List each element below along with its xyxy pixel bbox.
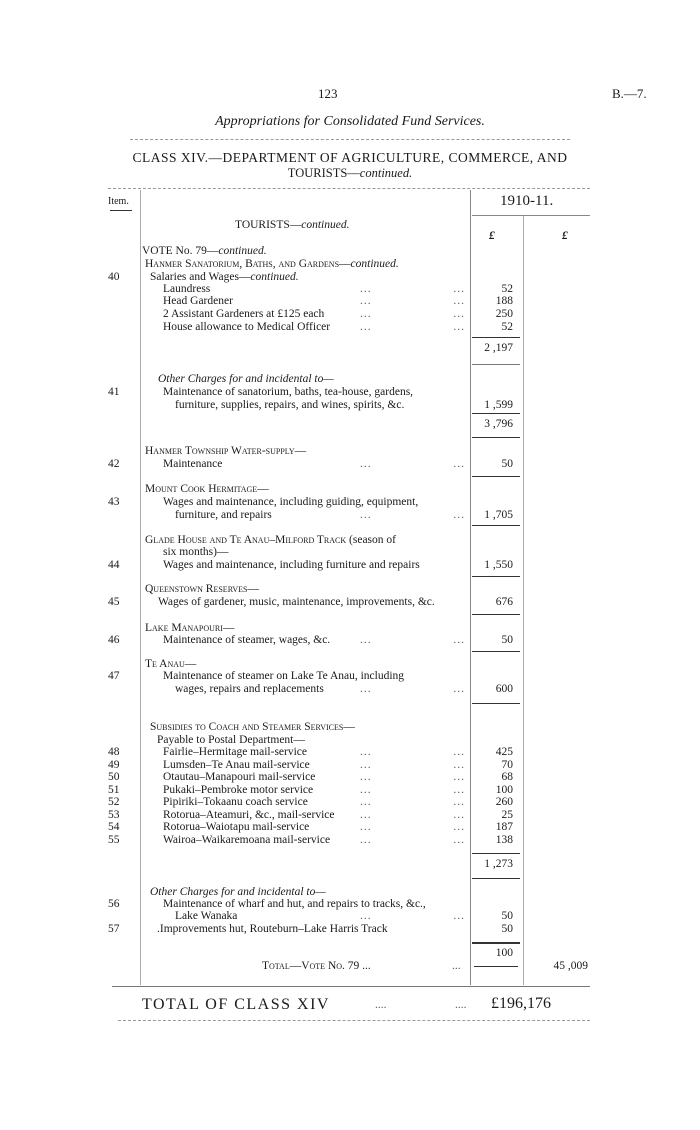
- heading-line2: six months)—: [163, 546, 229, 558]
- row-label: Maintenance of wharf and hut, and repairs to tracks, &c.,: [163, 898, 426, 910]
- row-label: furniture, and repairs: [175, 509, 272, 521]
- rule: [474, 966, 518, 967]
- row-label: Wages and maintenance, including guiding, equipment,: [163, 496, 419, 508]
- row-label: Laundress: [163, 283, 211, 295]
- table-row: [0, 759, 700, 772]
- row-amount: 250: [495, 308, 513, 320]
- row-amount: 52: [501, 321, 513, 333]
- vote-total-amount: 45 ,009: [553, 960, 588, 972]
- rule: [472, 476, 520, 477]
- section-heading: Subsidies to Coach and Steamer Services—: [150, 721, 355, 733]
- document-reference: B.—7.: [612, 86, 647, 101]
- item-number: 41: [108, 386, 120, 398]
- table-row: [0, 784, 700, 797]
- row-amount: 25: [501, 808, 513, 821]
- row-amount: 52: [501, 283, 513, 295]
- year-header: 1910-11.: [500, 193, 554, 209]
- row-amount: 68: [501, 771, 513, 783]
- item-underline: [110, 210, 132, 211]
- row-label: Otautau–Manapouri mail-service: [163, 771, 316, 783]
- row-label: Pipiriki–Tokaanu coach service: [163, 796, 308, 808]
- leader-dots: ....: [375, 999, 387, 1011]
- row-amount: 70: [501, 758, 513, 771]
- item-number: 40: [108, 271, 120, 283]
- section-heading: Queenstown Reserves—: [145, 583, 260, 595]
- year-underline: [472, 215, 590, 216]
- row-label: Lake Wanaka: [175, 910, 238, 922]
- class-heading-main: TOURISTS—: [287, 166, 360, 180]
- vote-cont: continued.: [218, 245, 267, 257]
- row-label: Wages and maintenance, including furniture and repairs: [163, 559, 420, 571]
- table-row: [0, 821, 700, 834]
- section-main: TOURISTS—: [235, 219, 302, 231]
- item-number: 45: [108, 596, 120, 608]
- section-heading: Mount Cook Hermitage—: [145, 483, 269, 495]
- row-label: Wages of gardener, music, maintenance, improvements, &c.: [158, 596, 435, 608]
- row-amount: 50: [501, 634, 513, 646]
- class-heading-continued: [0, 166, 700, 181]
- row-label: Maintenance: [163, 458, 223, 470]
- class-total-amount: £196,176: [491, 995, 551, 1012]
- row-amount: 260: [495, 796, 513, 808]
- rule: [472, 576, 520, 577]
- table-row: [0, 295, 700, 308]
- rule: [472, 853, 520, 854]
- row-amount: 1 ,705: [484, 509, 513, 521]
- item-number: 51: [108, 783, 120, 796]
- subtotal-rule: [472, 413, 520, 414]
- table-row: [0, 746, 700, 759]
- divider: [118, 1020, 590, 1021]
- item-number: 49: [108, 758, 120, 771]
- vote-heading: [142, 245, 267, 258]
- subheading: Payable to Postal Department—: [157, 734, 305, 746]
- row-label: Maintenance of steamer on Lake Te Anau, including: [163, 670, 405, 682]
- section-heading: Hanmer Township Water-supply—: [145, 445, 307, 457]
- salaries-cont: continued.: [250, 271, 299, 283]
- currency-header: £: [489, 230, 495, 242]
- class-heading: CLASS XIV.—DEPARTMENT OF AGRICULTURE, COMMERCE, AND: [132, 150, 568, 165]
- vote-main: VOTE No. 79—: [142, 245, 219, 257]
- row-amount: 50: [501, 458, 513, 470]
- item-number: 54: [108, 821, 120, 833]
- heading-main: Glade House and Te Anau–Milford Track: [145, 534, 347, 546]
- table-row: [0, 771, 700, 784]
- row-amount: 187: [495, 821, 513, 833]
- heading-extra: (season of: [349, 534, 396, 546]
- item-column-header: Item.: [108, 196, 129, 207]
- table-row: [0, 834, 700, 847]
- vote-total-label: Total—Vote No. 79 ...: [262, 960, 371, 972]
- row-label: Lumsden–Te Anau mail-service: [163, 758, 310, 771]
- other-charges-heading: Other Charges for and incidental to—: [150, 886, 326, 898]
- item-number: 42: [108, 458, 120, 470]
- subtotal-amount: 3 ,796: [484, 418, 513, 430]
- rule: [472, 878, 520, 879]
- salaries-main: Salaries and Wages—: [150, 271, 251, 283]
- item-number: 56: [108, 898, 120, 910]
- item-number: 57: [108, 923, 120, 935]
- subtotal-amount: 1 ,273: [484, 858, 513, 870]
- item-number: 46: [108, 634, 120, 646]
- item-number: 53: [108, 808, 120, 821]
- section-heading: Lake Manapouri—: [145, 622, 235, 634]
- row-label: House allowance to Medical Officer: [163, 321, 331, 333]
- item-number: 50: [108, 771, 120, 783]
- rule: [472, 614, 520, 615]
- row-amount: 50: [501, 910, 513, 922]
- subtotal-rule: [472, 437, 520, 438]
- page-title: Appropriations for Consolidated Fund Services.: [215, 114, 485, 129]
- table-row: [0, 796, 700, 809]
- hanmer-heading: [145, 258, 399, 271]
- row-label: Maintenance of steamer, wages, &c.: [163, 634, 331, 646]
- row-label: Head Gardener: [163, 295, 233, 307]
- item-number: 44: [108, 559, 120, 571]
- subtotal-amount: 100: [495, 947, 513, 959]
- row-label: furniture, supplies, repairs, and wines, spirits, &c.: [175, 399, 405, 411]
- item-number: 47: [108, 670, 120, 682]
- row-amount: 600: [495, 683, 513, 695]
- divider: [108, 188, 590, 189]
- subtotal-rule: [472, 364, 520, 365]
- row-label: Pukaki–Pembroke motor service: [163, 783, 314, 796]
- row-amount: 676: [495, 596, 513, 608]
- table-row: [0, 308, 700, 321]
- row-amount: 50: [501, 923, 513, 935]
- table-bottom-rule: [112, 986, 590, 987]
- rule: [472, 651, 520, 652]
- row-amount: 1 ,550: [484, 559, 513, 571]
- rule: [472, 703, 520, 704]
- item-number: 48: [108, 746, 120, 758]
- row-label: Wairoa–Waikaremoana mail-service: [163, 833, 331, 846]
- subtotal-amount: 2 ,197: [484, 342, 513, 354]
- hanmer-cont: continued.: [350, 258, 399, 270]
- row-label: .Improvements hut, Routeburn–Lake Harris Track: [157, 923, 388, 935]
- rule: [472, 525, 520, 526]
- leader-dots: ....: [455, 999, 467, 1011]
- rule: [472, 942, 520, 944]
- item-number: 52: [108, 796, 120, 808]
- page-number: 123: [318, 86, 338, 101]
- section-heading: Te Anau—: [145, 658, 197, 670]
- other-charges-heading: Other Charges for and incidental to—: [158, 373, 334, 385]
- row-amount: 425: [495, 746, 513, 758]
- row-amount: 1 ,599: [484, 399, 513, 411]
- section-heading: [235, 219, 349, 232]
- row-label: wages, repairs and replacements: [175, 683, 324, 695]
- item-number: 55: [108, 833, 120, 846]
- row-label: Fairlie–Hermitage mail-service: [163, 746, 308, 758]
- row-label: Rotorua–Waiotapu mail-service: [163, 821, 310, 833]
- row-amount: 138: [495, 833, 513, 846]
- leader-dots: ...: [452, 960, 461, 972]
- class-heading-cont: continued.: [359, 166, 413, 180]
- class-total-label: TOTAL OF CLASS XIV: [142, 996, 330, 1013]
- subtotal-rule: [472, 337, 520, 338]
- row-label: Maintenance of sanatorium, baths, tea-house, gardens,: [163, 386, 414, 398]
- currency-header: £: [562, 230, 568, 242]
- row-amount: 188: [495, 295, 513, 307]
- divider: [130, 139, 570, 140]
- table-row: [0, 809, 700, 822]
- section-cont: continued.: [301, 219, 350, 231]
- table-row: [0, 321, 700, 334]
- hanmer-main: Hanmer Sanatorium, Baths, and Gardens—: [145, 258, 351, 270]
- row-label: 2 Assistant Gardeners at £125 each: [163, 308, 325, 320]
- row-label: Rotorua–Ateamuri, &c., mail-service: [163, 808, 335, 821]
- item-number: 43: [108, 496, 120, 508]
- row-amount: 100: [495, 783, 513, 796]
